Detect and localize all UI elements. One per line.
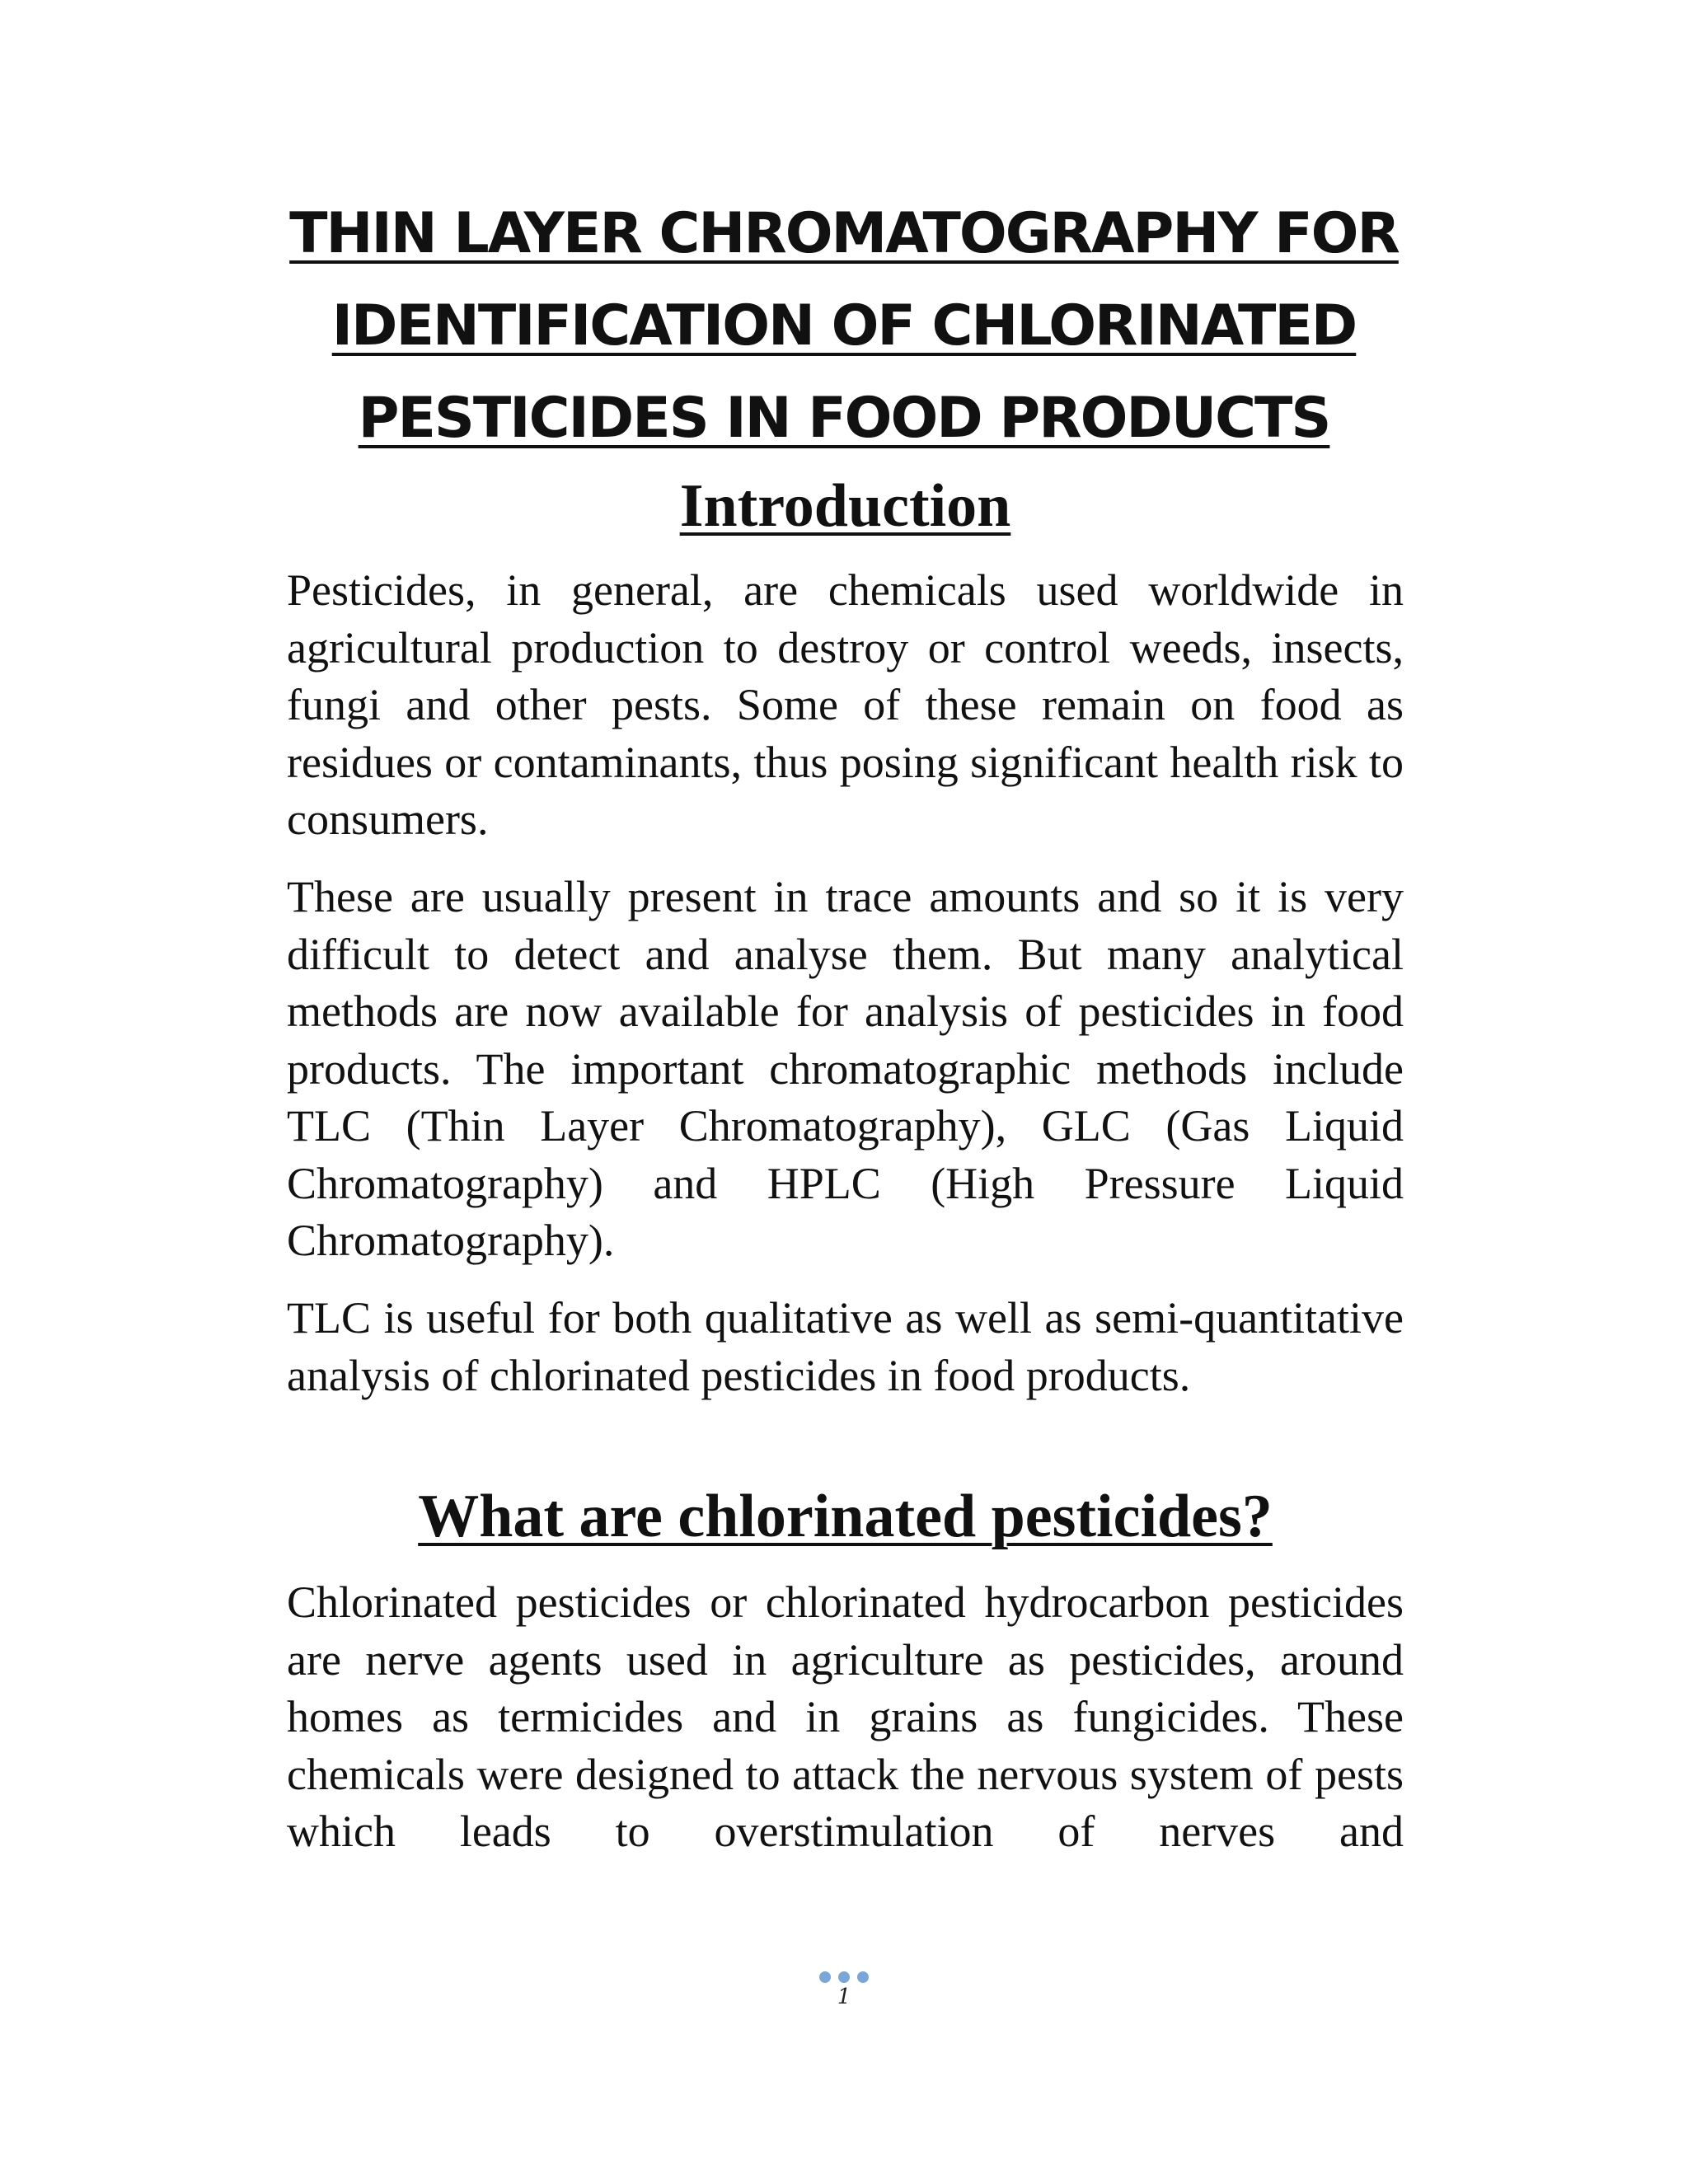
dot-icon: [819, 1971, 831, 1983]
section-heading-introduction: Introduction: [679, 472, 1011, 540]
paragraph: TLC is useful for both qualitative as well as semi-quantitative analysis of chlorinated pesticides in food products.: [287, 1293, 1404, 1400]
title-line: THIN LAYER CHROMATOGRAPHY FOR: [289, 201, 1399, 266]
section-heading-chlorinated-pesticides: What are chlorinated pesticides?: [418, 1483, 1273, 1550]
dot-icon: [838, 1971, 850, 1983]
document-title: [247, 188, 1441, 465]
paragraph: These are usually present in trace amounts and so it is very difficult to detect and analyse them. But many analytical methods are now available for analysis of pesticides in food products. The important chromatographic methods include TLC (Thin Layer Chromatography), GLC (Gas Liquid Chromatography) and HPLC (High Pressure Liquid Chromatography).: [287, 872, 1404, 1265]
title-line: IDENTIFICATION OF CHLORINATED: [331, 293, 1357, 359]
footer-dots-icon: [819, 1971, 869, 1985]
dot-icon: [857, 1971, 869, 1983]
title-line: PESTICIDES IN FOOD PRODUCTS: [358, 386, 1330, 451]
paragraph: Pesticides, in general, are chemicals used worldwide in agricultural production to destroy or control weeds, insects, fungi and other pests. Some of these remain on food as residues or contaminants, thus posing significant health risk to consumers.: [287, 565, 1404, 844]
page-number: 1: [837, 1985, 851, 2009]
paragraph: Chlorinated pesticides or chlorinated hydrocarbon pesticides are nerve agents used in agriculture as pesticides, around homes as termicides and in grains as fungicides. These chemicals were designed to attack the nervous system of pests which leads to overstimulation of nerves and: [287, 1577, 1404, 1856]
